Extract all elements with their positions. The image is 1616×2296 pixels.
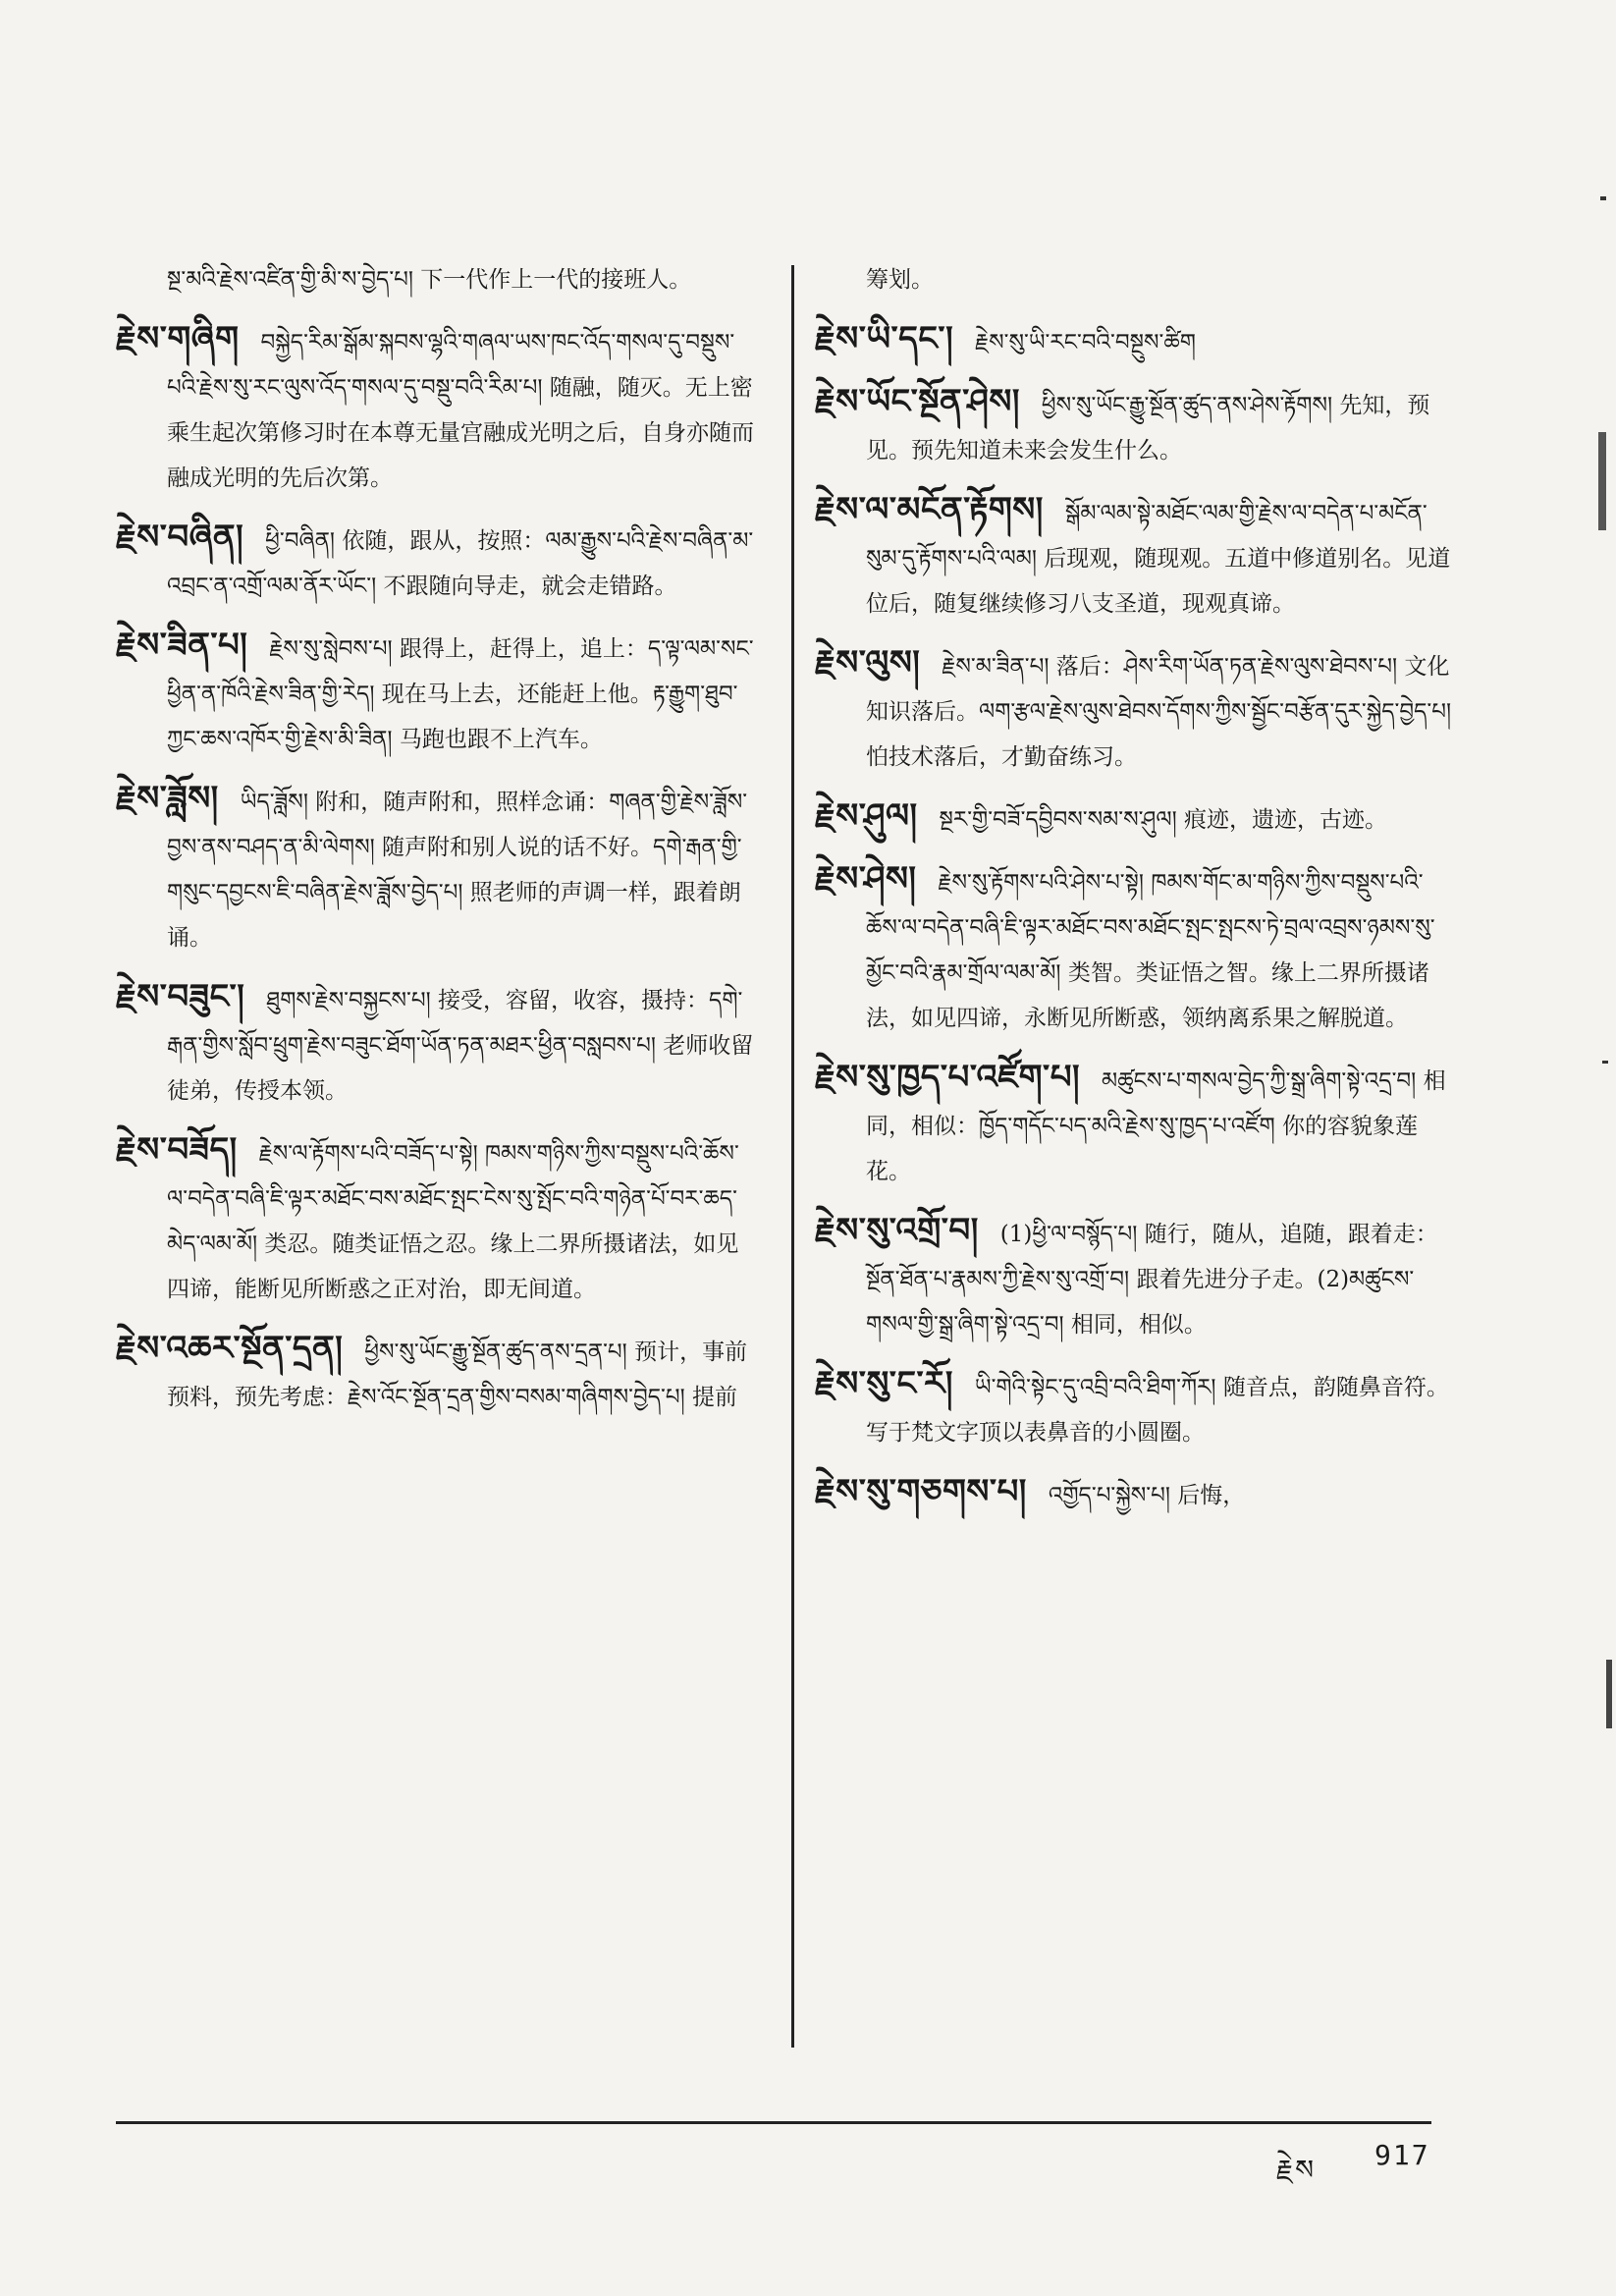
dictionary-entry [815, 487, 1453, 627]
running-head: རྗེས [1276, 2154, 1316, 2186]
entry-definition: བསྐྱེད་རིམ་སྒོམ་སྐབས་ལྷའི་གཞལ་ཡས་ཁང་འོད་གསལ་དུ་བསྡུས་པའི་རྗེས་སུ་རང་ལུས་འོད་གསལ་དུ་བསྡུ་བའི་རིམ་པ། 随融，随灭。无上密乘生起次第修习时在本尊无量宫融成光明之后，自身亦随而融成光明的先后次第。 [167, 330, 754, 491]
entry-definition: སྒོམ་ལམ་སྟེ་མཐོང་ལམ་གྱི་རྗེས་ལ་བདེན་པ་མངོན་སུམ་དུ་རྟོགས་པའི་ལམ། 后现观，随现观。五道中修道别名。见道位后，随复继续修习八支圣道，现观真谛。 [866, 501, 1451, 617]
entry-headword: རྗེས་བཟོད། [116, 1130, 238, 1170]
scan-edge-mark [1606, 1660, 1612, 1728]
entry-headword: རྗེས་གཞིག [116, 319, 240, 358]
entry-headword: རྗེས་ཤེས། [815, 859, 917, 899]
entry-headword: རྗེས་ཟིན་པ། [116, 626, 248, 665]
scan-edge-mark [1602, 1061, 1608, 1064]
dictionary-entry [815, 379, 1453, 473]
dictionary-entry [815, 856, 1453, 1041]
dictionary-entry [815, 793, 1453, 843]
entry-definition: རྗེས་སུ་ཡི་རང་བའི་བསྔུས་ཚིག [975, 330, 1196, 355]
entry-headword: རྗེས་ཡི་དང་། [815, 319, 954, 358]
continuation-text: 筹划。 [866, 267, 934, 293]
entry-definition: ཕྱི་བཞིན། 依随，跟从，按照：ལམ་རྒྱུས་པའི་རྗེས་བཞིན་མ་འབྲང་ན་འགྲོ་ལམ་ནོར་ཡོང་། 不跟随向导走，就会走错路。 [167, 528, 754, 599]
right-column [815, 257, 1453, 1532]
entry-headword: རྗེས་འཆར་སྔོན་དྲན། [116, 1329, 344, 1368]
dictionary-entry [116, 1326, 754, 1420]
entry-definition: ཕྱིས་སུ་ཡོང་རྒྱུ་སྔོན་ཚུད་ནས་དྲན་པ། 预计，事前预料，预先考虑：རྗེས་འོང་སྔོན་དྲན་གྱིས་བསམ་གཞིགས་བྱེད་པ། 提前 [167, 1339, 748, 1410]
entry-definition: ཡིད་ཟློས། 附和，随声附和，照样念诵：གཞན་གྱི་རྗེས་ཟློས་བྱས་ནས་བཤད་ན་མི་ལེགས། 随声附和别人说的话不好。དགེ་རྒན་གྱི་གསུང་དབྱངས་ཇི་བཞིན་རྗེས་ཟློས་བྱེད་པ། 照老师的声调一样，跟着朗诵。 [167, 790, 748, 951]
dictionary-entry [116, 974, 754, 1114]
dictionary-entry [815, 316, 1453, 365]
entry-headword: རྗེས་སུ་འགྲོ་བ། [815, 1211, 979, 1250]
dictionary-entry [815, 640, 1453, 780]
entry-definition: རྗེས་སུ་རྟོགས་པའི་ཤེས་པ་སྟེ། ཁམས་གོང་མ་གཉིས་ཀྱིས་བསྡུས་པའི་ཆོས་ལ་བདེན་བཞི་ཇི་ལྟར་མཐོང་བས་མཐོང་སྤང་སྤངས་ཏེ་བྲལ་འབྲས་ཉམས་སུ་མྱོང་བའི་རྣམ་གྲོལ་ལམ་མོ། 类智。类证悟之智。缘上二界所摄诸法，如见四谛，永断见所断惑，领纳离系果之解脱道。 [866, 870, 1435, 1031]
entry-definition: སྔར་གྱི་བཟོ་དབྱིབས་སམ་ས་ཤུལ། 痕迹，遗迹，古迹。 [939, 807, 1388, 833]
entry-headword: རྗེས་ཟློས། [116, 779, 219, 818]
entry-definition: འགྱོད་པ་སྐྱེས་པ། 后悔， [1048, 1483, 1246, 1508]
dictionary-entry [815, 1469, 1453, 1518]
entry-definition: རྗེས་མ་ཟིན་པ། 落后：ཤེས་རིག་ཡོན་ཏན་རྗེས་ལུས་ཐེབས་པ། 文化知识落后。ལག་རྩལ་རྗེས་ལུས་ཐེབས་དོགས་ཀྱིས་སྦྱོང་བརྩོན་དུར་སྐྱེད་བྱེད་པ། 怕技术落后，才勤奋练习。 [866, 654, 1452, 770]
entry-definition: ཐུགས་རྗེས་བསྐྱངས་པ། 接受，容留，收容，摄持：དགེ་རྒན་གྱིས་སློབ་ཕྲུག་རྗེས་བཟུང་ཐོག་ཡོན་ཏན་མཐར་ཕྱིན་བསླབས་པ། 老师收留徒弟，传授本领。 [167, 988, 754, 1104]
entry-headword: རྗེས་སུ་གཅགས་པ། [815, 1472, 1027, 1511]
entry-headword: རྗེས་ལུས། [815, 643, 921, 683]
entry-definition: རྗེས་སུ་སླེབས་པ། 跟得上，赶得上，追上：ད་ལྟ་ལམ་སང་ཕྱིན་ན་ཁོའི་རྗེས་ཟིན་གྱི་རེད། 现在马上去，还能赶上他。རྟ་རྒྱུག་ཐུབ་ཀྱང་ཆས་འཁོར་གྱི་རྗེས་མི་ཟིན། 马跑也跟不上汽车。 [167, 636, 754, 752]
page-number: 917 [1374, 2139, 1430, 2171]
entry-definition: རྗེས་ལ་རྟོགས་པའི་བཟོད་པ་སྟེ། ཁམས་གཉིས་ཀྱིས་བསྡུས་པའི་ཆོས་ལ་བདེན་བཞི་ཇི་ལྟར་མཐོང་བས་མཐོང་སྤང་ངེས་སུ་སྤོང་བའི་གཉེན་པོ་བར་ཆད་མེད་ལམ་མོ། 类忍。随类证悟之忍。缘上二界所摄诸法，如见四谛，能断见所断惑之正对治，即无间道。 [167, 1141, 739, 1302]
entry-definition: (1)ཕྱི་ལ་བསྙོད་པ། 随行，随从，追随，跟着走：སྔོན་ཐོན་པ་རྣམས་ཀྱི་རྗེས་སུ་འགྲོ་བ། 跟着先进分子走。(2)མཚུངས་གསལ་གྱི་སྒྲ་ཞིག་སྟེ་འདྲ་བ། 相同，相似。 [866, 1222, 1438, 1338]
dictionary-entry [815, 1361, 1453, 1455]
dictionary-entry [116, 1127, 754, 1312]
continuation-text: སྔ་མའི་རྗེས་འཛིན་གྱི་མི་ས་བྱེད་པ། 下一代作上一代的接班人。 [167, 267, 692, 293]
entry-definition: ཕྱིས་སུ་ཡོང་རྒྱུ་སྔོན་ཚུད་ནས་ཤེས་རྟོགས། 先知，预见。预先知道未来会发生什么。 [866, 393, 1430, 464]
entry-headword: རྗེས་བཟུང་། [116, 977, 245, 1016]
scan-edge-mark [1600, 196, 1606, 200]
dictionary-entry [116, 515, 754, 609]
entry-headword: རྗེས་སུ་ང་རོ། [815, 1364, 953, 1403]
dictionary-entry [116, 776, 754, 960]
entry-headword: རྗེས་སུ་ཁྱད་པ་འཛོག་པ། [815, 1058, 1081, 1097]
entry-headword: རྗེས་ཤུལ། [815, 796, 918, 836]
footer-rule [116, 2121, 1431, 2124]
dictionary-entry [116, 316, 754, 501]
dictionary-entry [116, 623, 754, 762]
entry-definition: མཚུངས་པ་གསལ་བྱེད་ཀྱི་སྒྲ་ཞིག་སྟེ་འདྲ་བ། 相同，相似：ཁྱོད་གདོང་པད་མའི་རྗེས་སུ་ཁྱད་པ་འཛོག 你的容貌象莲花。 [866, 1068, 1446, 1184]
entry-headword: རྗེས་ལ་མངོན་རྟོགས། [815, 490, 1044, 529]
entry-headword: རྗེས་བཞིན། [116, 518, 244, 557]
column-divider [791, 265, 794, 2048]
left-column [116, 257, 754, 1434]
entry-headword: རྗེས་ཡོང་སྔོན་ཤེས། [815, 382, 1020, 421]
dictionary-entry [815, 1208, 1453, 1347]
dictionary-entry [815, 1055, 1453, 1194]
scan-edge-mark [1598, 432, 1606, 530]
entry-definition: ཡི་གེའི་སྟེང་དུ་འབྲི་བའི་ཐིག་ཀོར། 随音点，韵随鼻音符。写于梵文字顶以表鼻音的小圆圈。 [866, 1375, 1449, 1446]
